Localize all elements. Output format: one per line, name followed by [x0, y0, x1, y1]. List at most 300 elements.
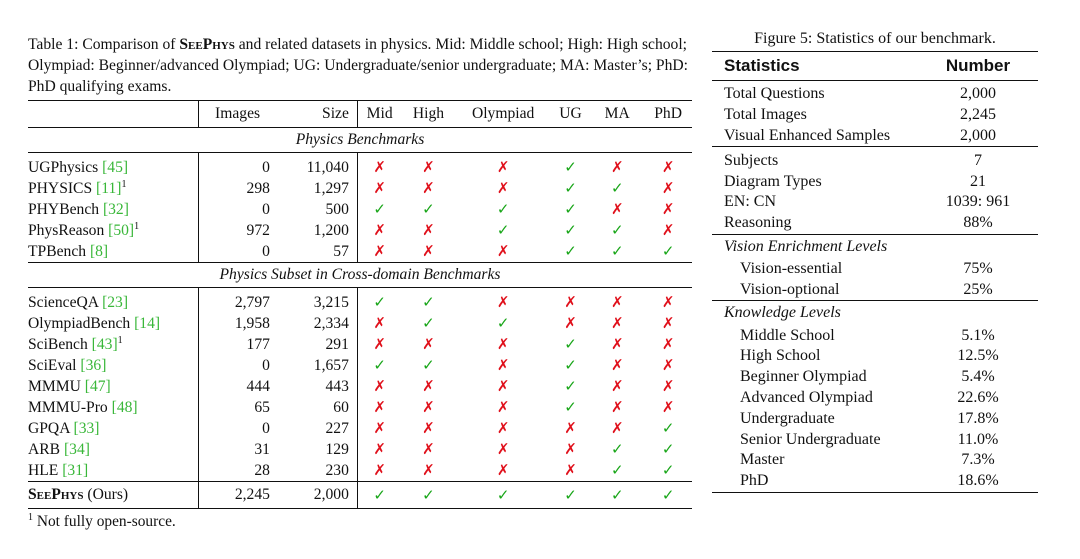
- mark-phd: [644, 460, 692, 482]
- stat-label: Vision-optional: [740, 280, 840, 298]
- cross-icon: ✗: [373, 440, 386, 458]
- mark-ma: [590, 241, 644, 263]
- mark-olympiad: [455, 397, 550, 418]
- row-images: 0: [199, 199, 276, 220]
- check-icon: ✓: [496, 485, 510, 504]
- cross-icon: ✗: [661, 314, 675, 332]
- citation-link[interactable]: [14]: [134, 314, 161, 332]
- row-size: 129: [325, 440, 349, 458]
- mark-olympiad: [455, 288, 550, 314]
- mark-olympiad: [455, 220, 550, 241]
- row-size: 500: [325, 200, 349, 218]
- row-images: 0: [199, 241, 276, 263]
- dataset-name: UGPhysics: [28, 158, 103, 176]
- mark-mid: [357, 482, 401, 509]
- section-title: Physics Benchmarks: [28, 128, 692, 153]
- row-images: 65: [199, 397, 276, 418]
- stat-value: 88%: [963, 214, 993, 232]
- dataset-name: HLE: [28, 461, 63, 479]
- section-header-physics-benchmarks: [28, 128, 692, 153]
- dataset-name: GPQA: [28, 419, 74, 437]
- check-icon: ✓: [564, 356, 577, 374]
- citation-link[interactable]: [47]: [84, 377, 111, 395]
- cross-icon: ✗: [661, 221, 675, 239]
- mark-high: [401, 153, 455, 179]
- row-name: [28, 313, 199, 334]
- mark-mid: [357, 288, 401, 314]
- stat-value: 21: [970, 172, 986, 190]
- dataset-name: MMMU: [28, 377, 85, 395]
- cross-icon: ✗: [496, 356, 510, 374]
- statistics-row: [712, 213, 1038, 234]
- table1-container: [28, 34, 692, 531]
- check-icon: ✓: [564, 485, 577, 504]
- row-size: 2,000: [276, 482, 357, 509]
- mark-phd: [644, 482, 692, 509]
- mark-high: [401, 482, 455, 509]
- mark-ma: [590, 153, 644, 179]
- cross-icon: ✗: [496, 335, 510, 353]
- mark-ma: [590, 376, 644, 397]
- check-icon: ✓: [564, 200, 577, 218]
- mark-high: [401, 199, 455, 220]
- table1-caption: [28, 34, 692, 97]
- table-row: [28, 376, 692, 397]
- row-name: [28, 460, 199, 482]
- cross-icon: ✗: [661, 200, 675, 218]
- mark-high: [401, 439, 455, 460]
- mark-ug: [551, 334, 590, 355]
- cross-icon: ✗: [610, 314, 624, 332]
- check-icon: ✓: [564, 377, 577, 395]
- dataset-name: PHYSICS: [28, 179, 97, 197]
- ours-brand: SeePhys: [28, 486, 84, 503]
- cross-icon: ✗: [564, 440, 577, 458]
- figure5-container: [712, 30, 1038, 493]
- citation-link[interactable]: [50]: [108, 221, 135, 239]
- citation-link[interactable]: [11]: [96, 179, 122, 197]
- table1-footnote: [28, 513, 692, 531]
- mark-ma: [590, 439, 644, 460]
- footnote-text: Not fully open-source.: [33, 513, 176, 530]
- row-name: [28, 220, 199, 241]
- cross-icon: ✗: [661, 356, 675, 374]
- mark-ma: [590, 482, 644, 509]
- mark-olympiad: [455, 460, 550, 482]
- statistics-row: [712, 346, 1038, 367]
- cross-icon: ✗: [422, 179, 435, 197]
- mark-mid: [357, 334, 401, 355]
- mark-ug: [551, 199, 590, 220]
- stat-value: 25%: [963, 280, 993, 298]
- header-number: Number: [918, 52, 1038, 81]
- statistics-row: [712, 279, 1038, 300]
- table-row: [28, 153, 692, 179]
- mark-olympiad: [455, 241, 550, 263]
- ours-suffix: (Ours): [83, 486, 129, 503]
- stat-label: Beginner Olympiad: [740, 368, 867, 386]
- mark-phd: [644, 355, 692, 376]
- table-row: [28, 199, 692, 220]
- mark-olympiad: [455, 418, 550, 439]
- mark-ma: [590, 178, 644, 199]
- mark-ma: [590, 313, 644, 334]
- footnote-mark: 1: [134, 220, 140, 232]
- mark-phd: [644, 288, 692, 314]
- mark-high: [401, 397, 455, 418]
- cross-icon: ✗: [422, 335, 435, 353]
- header-ug: UG: [559, 105, 582, 122]
- mark-mid: [357, 355, 401, 376]
- mark-olympiad: [455, 439, 550, 460]
- header-statistics: Statistics: [712, 52, 918, 81]
- mark-mid: [357, 397, 401, 418]
- mark-olympiad: [455, 313, 550, 334]
- row-name: [28, 334, 199, 355]
- cross-icon: ✗: [564, 461, 577, 479]
- cross-icon: ✗: [422, 377, 435, 395]
- mark-ug: [551, 439, 590, 460]
- stat-value: 7.3%: [961, 451, 995, 469]
- citation-link[interactable]: [33]: [73, 419, 100, 437]
- check-icon: ✓: [564, 158, 577, 176]
- row-images: 298: [199, 178, 276, 199]
- cross-icon: ✗: [422, 221, 435, 239]
- citation-link[interactable]: [34]: [63, 440, 90, 458]
- mark-olympiad: [455, 482, 550, 509]
- check-icon: ✓: [610, 179, 624, 197]
- mark-phd: [644, 178, 692, 199]
- section-title: Physics Subset in Cross-domain Benchmarks: [28, 263, 692, 288]
- statistics-row: [712, 147, 1038, 171]
- mark-phd: [644, 334, 692, 355]
- citation-link[interactable]: [48]: [111, 398, 138, 416]
- stat-label: PhD: [712, 471, 918, 492]
- row-size: 291: [325, 335, 349, 353]
- cross-icon: ✗: [373, 335, 386, 353]
- row-size: 3,215: [313, 293, 349, 311]
- row-images: 2,245: [199, 482, 276, 509]
- check-icon: ✓: [610, 485, 624, 504]
- mark-ma: [590, 334, 644, 355]
- dataset-name: PhysReason: [28, 221, 109, 239]
- row-images: 1,958: [199, 313, 276, 334]
- mark-olympiad: [455, 178, 550, 199]
- mark-olympiad: [455, 199, 550, 220]
- check-icon: ✓: [610, 461, 624, 479]
- row-name: [28, 376, 199, 397]
- citation-link[interactable]: [8]: [89, 242, 109, 260]
- mark-ug: [551, 313, 590, 334]
- mark-high: [401, 220, 455, 241]
- stat-label: Total Questions: [712, 81, 918, 105]
- mark-high: [401, 460, 455, 482]
- check-icon: ✓: [564, 398, 577, 416]
- table-row: [28, 418, 692, 439]
- mark-mid: [357, 178, 401, 199]
- table-row: [28, 178, 692, 199]
- check-icon: ✓: [373, 356, 386, 374]
- table1-header-row: [28, 101, 692, 128]
- row-size: 1,200: [313, 221, 349, 239]
- stat-value: 17.8%: [957, 409, 999, 427]
- stat-value: 11.0%: [957, 430, 999, 448]
- statistics-row: [712, 105, 1038, 126]
- cross-icon: ✗: [610, 419, 624, 437]
- stat-value: 18.6%: [918, 471, 1038, 492]
- stat-label: Undergraduate: [740, 409, 835, 427]
- section-header-cross-domain: [28, 263, 692, 288]
- stat-label: Advanced Olympiad: [740, 388, 873, 406]
- statistics-row: [712, 126, 1038, 147]
- row-images: 444: [199, 376, 276, 397]
- row-name: [28, 439, 199, 460]
- statistics-header-row: [712, 52, 1038, 81]
- cross-icon: ✗: [610, 293, 624, 311]
- mark-ma: [590, 220, 644, 241]
- header-size: Size: [322, 105, 349, 122]
- table-row: [28, 334, 692, 355]
- statistics-row: [712, 367, 1038, 388]
- cross-icon: ✗: [496, 242, 510, 260]
- table-row: [28, 241, 692, 263]
- dataset-name: ARB: [28, 440, 64, 458]
- mark-mid: [357, 460, 401, 482]
- footnote-mark: 1: [117, 334, 123, 346]
- mark-ug: [551, 241, 590, 263]
- cross-icon: ✗: [661, 293, 675, 311]
- table-row: [28, 439, 692, 460]
- cross-icon: ✗: [373, 314, 386, 332]
- row-name: [28, 355, 199, 376]
- stat-label: High School: [740, 347, 821, 365]
- row-images: 31: [199, 439, 276, 460]
- figure5-caption: Figure 5: Statistics of our benchmark.: [754, 30, 996, 47]
- statistics-row: [712, 81, 1038, 105]
- mark-mid: [357, 439, 401, 460]
- stat-value: 22.6%: [957, 388, 999, 406]
- stat-value: 5.1%: [961, 326, 995, 344]
- check-icon: ✓: [422, 200, 435, 218]
- row-images: 0: [199, 153, 276, 179]
- mark-ug: [551, 397, 590, 418]
- stat-label: Total Images: [724, 106, 807, 124]
- cross-icon: ✗: [610, 158, 624, 176]
- statistics-row: [712, 408, 1038, 429]
- caption-rest: and related datasets in physics. Mid: Middle school; High: High school; Olympiad: Beginner/advanced Olympiad; UG: Undergraduate/senior undergraduate; MA: Master’s; PhD: PhD qualifying exams.: [28, 36, 688, 95]
- check-icon: ✓: [661, 461, 675, 479]
- check-icon: ✓: [661, 242, 675, 260]
- check-icon: ✓: [564, 242, 577, 260]
- row-images: 972: [199, 220, 276, 241]
- cross-icon: ✗: [422, 158, 435, 176]
- cross-icon: ✗: [496, 158, 510, 176]
- statistics-group-title: [712, 301, 1038, 326]
- check-icon: ✓: [496, 314, 510, 332]
- footnote-mark: 1: [121, 178, 127, 190]
- header-olympiad: Olympiad: [471, 105, 535, 122]
- stat-value: 12.5%: [957, 347, 999, 365]
- check-icon: ✓: [496, 200, 510, 218]
- mark-mid: [357, 376, 401, 397]
- citation-link[interactable]: [31]: [62, 461, 89, 479]
- mark-high: [401, 376, 455, 397]
- check-icon: ✓: [564, 221, 577, 239]
- check-icon: ✓: [422, 293, 435, 311]
- table-row: [28, 220, 692, 241]
- cross-icon: ✗: [422, 398, 435, 416]
- table-row: [28, 355, 692, 376]
- cross-icon: ✗: [373, 377, 386, 395]
- mark-ug: [551, 178, 590, 199]
- mark-ma: [590, 418, 644, 439]
- statistics-row: [712, 450, 1038, 471]
- cross-icon: ✗: [496, 419, 510, 437]
- citation-link[interactable]: [43]: [91, 335, 118, 353]
- mark-ug: [551, 355, 590, 376]
- mark-high: [401, 355, 455, 376]
- stat-value: 75%: [963, 259, 993, 277]
- table-row: [28, 397, 692, 418]
- cross-icon: ✗: [610, 356, 624, 374]
- citation-link[interactable]: [23]: [102, 293, 129, 311]
- cross-icon: ✗: [496, 398, 510, 416]
- cross-icon: ✗: [661, 377, 675, 395]
- check-icon: ✓: [661, 419, 675, 437]
- check-icon: ✓: [661, 485, 675, 504]
- stat-label: EN: CN: [724, 193, 776, 211]
- mark-phd: [644, 397, 692, 418]
- cross-icon: ✗: [610, 200, 624, 218]
- mark-ug: [551, 220, 590, 241]
- table-row: [28, 288, 692, 314]
- row-size: 2,334: [313, 314, 349, 332]
- row-name: [28, 418, 199, 439]
- statistics-row: [712, 192, 1038, 213]
- statistics-row: [712, 325, 1038, 346]
- header-name: [28, 101, 199, 128]
- cross-icon: ✗: [564, 293, 577, 311]
- cross-icon: ✗: [610, 398, 624, 416]
- mark-olympiad: [455, 376, 550, 397]
- citation-link[interactable]: [32]: [102, 200, 129, 218]
- caption-brand: SeePhys: [179, 36, 235, 53]
- mark-high: [401, 313, 455, 334]
- cross-icon: ✗: [373, 398, 386, 416]
- mark-ma: [590, 460, 644, 482]
- check-icon: ✓: [564, 179, 577, 197]
- check-icon: ✓: [496, 221, 510, 239]
- stat-label: Senior Undergraduate: [740, 430, 881, 448]
- cross-icon: ✗: [564, 419, 577, 437]
- row-size: 227: [325, 419, 349, 437]
- statistics-row: [712, 171, 1038, 192]
- mark-ma: [590, 355, 644, 376]
- stat-label: Visual Enhanced Samples: [724, 126, 891, 144]
- cross-icon: ✗: [661, 179, 675, 197]
- stat-value: 2,245: [960, 106, 996, 124]
- cross-icon: ✗: [373, 461, 386, 479]
- mark-ma: [590, 199, 644, 220]
- stat-label: Vision-essential: [740, 259, 843, 277]
- check-icon: ✓: [564, 335, 577, 353]
- stat-label: Subjects: [712, 147, 918, 171]
- cross-icon: ✗: [610, 335, 624, 353]
- row-images: 177: [199, 334, 276, 355]
- cross-icon: ✗: [373, 179, 386, 197]
- table-row-ours: [28, 482, 692, 509]
- mark-phd: [644, 313, 692, 334]
- mark-high: [401, 418, 455, 439]
- stat-value: 2,000: [918, 81, 1038, 105]
- caption-prefix: Table 1: Comparison of: [28, 36, 180, 53]
- row-images: 0: [199, 355, 276, 376]
- mark-phd: [644, 241, 692, 263]
- mark-ug: [551, 460, 590, 482]
- row-size: 1,297: [313, 179, 349, 197]
- cross-icon: ✗: [661, 335, 675, 353]
- citation-link[interactable]: [36]: [80, 356, 107, 374]
- stat-value: 7: [918, 147, 1038, 171]
- cross-icon: ✗: [422, 419, 435, 437]
- mark-mid: [357, 199, 401, 220]
- cross-icon: ✗: [496, 377, 510, 395]
- mark-ug: [551, 376, 590, 397]
- cross-icon: ✗: [422, 461, 435, 479]
- row-images: 0: [199, 418, 276, 439]
- statistics-row: [712, 429, 1038, 450]
- cross-icon: ✗: [373, 242, 386, 260]
- group-title: Vision Enrichment Levels: [712, 234, 1038, 259]
- check-icon: ✓: [373, 293, 386, 311]
- row-name: [28, 178, 199, 199]
- cross-icon: ✗: [564, 314, 577, 332]
- mark-ug: [551, 153, 590, 179]
- check-icon: ✓: [610, 440, 624, 458]
- cross-icon: ✗: [496, 461, 510, 479]
- cross-icon: ✗: [422, 242, 435, 260]
- header-high: High: [412, 105, 445, 122]
- mark-high: [401, 178, 455, 199]
- header-mid: Mid: [357, 101, 401, 128]
- cross-icon: ✗: [373, 221, 386, 239]
- check-icon: ✓: [661, 440, 675, 458]
- cross-icon: ✗: [661, 158, 675, 176]
- check-icon: ✓: [422, 485, 435, 504]
- dataset-name: OlympiadBench: [28, 314, 135, 332]
- row-size: 1,657: [313, 356, 349, 374]
- statistics-table: [712, 51, 1038, 493]
- mark-mid: [357, 241, 401, 263]
- mark-ug: [551, 418, 590, 439]
- row-name: [28, 397, 199, 418]
- check-icon: ✓: [373, 485, 386, 504]
- citation-link[interactable]: [45]: [102, 158, 129, 176]
- check-icon: ✓: [610, 242, 624, 260]
- row-size: 230: [325, 461, 349, 479]
- comparison-table: [28, 100, 692, 509]
- row-size: 57: [333, 242, 349, 260]
- mark-mid: [357, 153, 401, 179]
- mark-ma: [590, 288, 644, 314]
- mark-phd: [644, 153, 692, 179]
- cross-icon: ✗: [496, 440, 510, 458]
- dataset-name: MMMU-Pro: [28, 398, 112, 416]
- dataset-name: SciBench: [28, 335, 92, 353]
- stat-label: Master: [740, 451, 785, 469]
- mark-phd: [644, 199, 692, 220]
- cross-icon: ✗: [496, 293, 510, 311]
